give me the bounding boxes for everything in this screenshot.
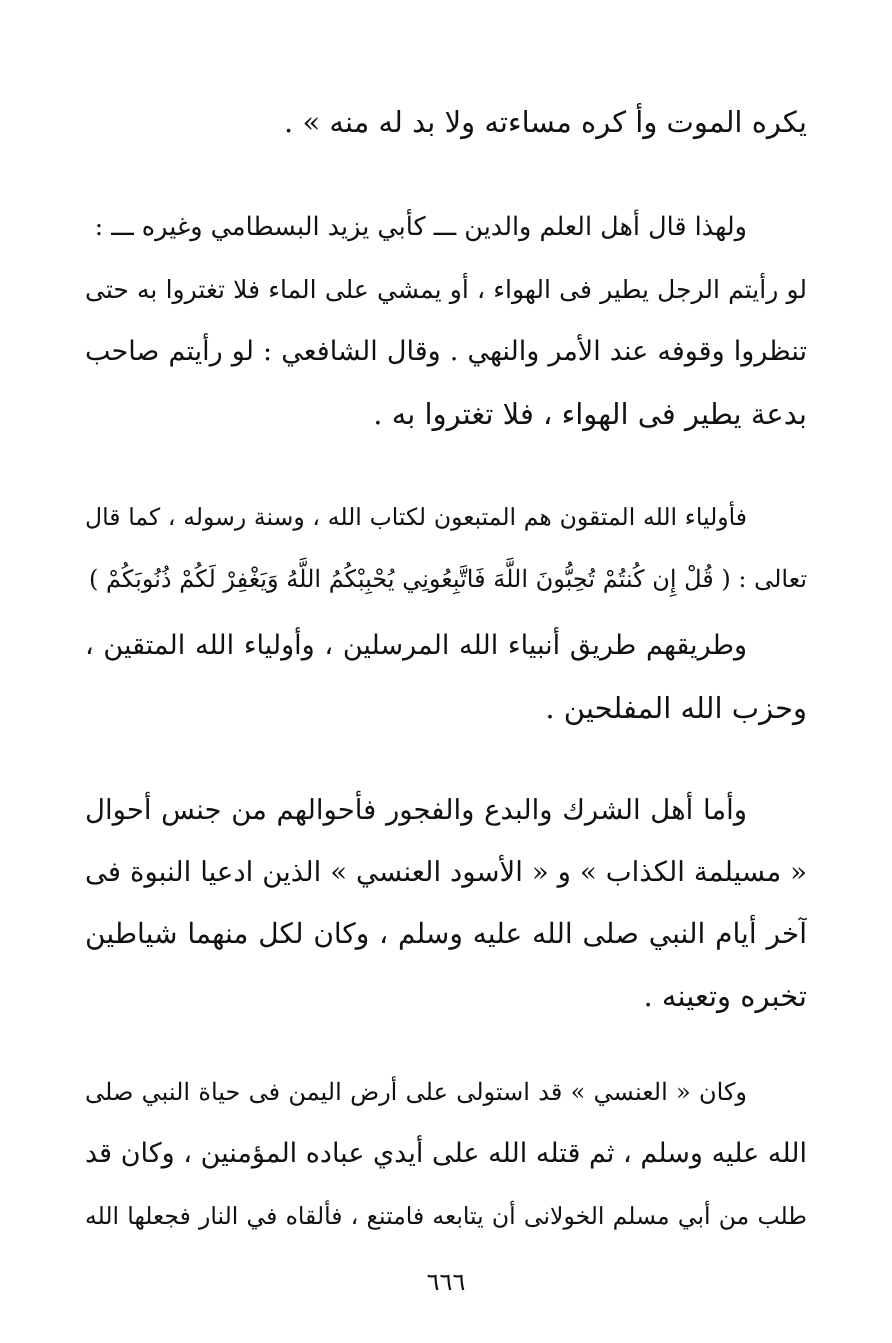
page-number: ٦٦٦ [426,1268,466,1296]
text-line: وأما أهل الشرك والبدع والفجور فأحوالهم من جنس أحوال [85,794,747,826]
quran-verse-line: تعالى : ( قُلْ إِن كُنتُمْ تُحِبُّونَ اللَّهَ فَاتَّبِعُونِي يُحْبِبْكُمُ اللَّهُ وَيَغْفِرْ لَكُمْ ذُنُوبَكُمْ ) [88,565,807,593]
text-line: وحزب الله المفلحين . [545,691,807,725]
text-line: « مسيلمة الكذاب » و « الأسود العنسي » الذين ادعيا النبوة فى [85,856,807,888]
text-line: بدعة يطير فى الهواء ، فلا تغتروا به . [373,397,807,431]
text-line: الله عليه وسلم ، ثم قتله الله على أيدي عباده المؤمنين ، وكان قد [85,1138,807,1169]
text-line: وكان « العنسي » قد استولى على أرض اليمن فى حياة النبي صلى [85,1078,747,1106]
text-line: تخبره وتعينه . [643,979,807,1013]
text-line: ولهذا قال أهل العلم والدين ـــ كأبي يزيد البسطامي وغيره ـــ : [94,212,747,242]
text-line: وطريقهم طريق أنبياء الله المرسلين ، وأولياء الله المتقين ، [85,630,747,661]
text-line: لو رأيتم الرجل يطير فى الهواء ، أو يمشي على الماء فلا تغتروا به حتى [85,275,807,304]
text-line: تنظروا وقوفه عند الأمر والنهي . وقال الشافعي : لو رأيتم صاحب [85,336,807,367]
text-line: يكره الموت وأ كره مساءته ولا بد له منه » . [284,105,807,139]
text-line: طلب من أبي مسلم الخولانى أن يتابعه فامتنع ، فألقاه في النار فجعلها الله [85,1202,807,1230]
text-line: فأولياء الله المتقون هم المتبعون لكتاب الله ، وسنة رسوله ، كما قال [85,503,747,531]
text-line: آخر أيام النبي صلى الله عليه وسلم ، وكان لكل منهما شياطين [85,917,807,950]
